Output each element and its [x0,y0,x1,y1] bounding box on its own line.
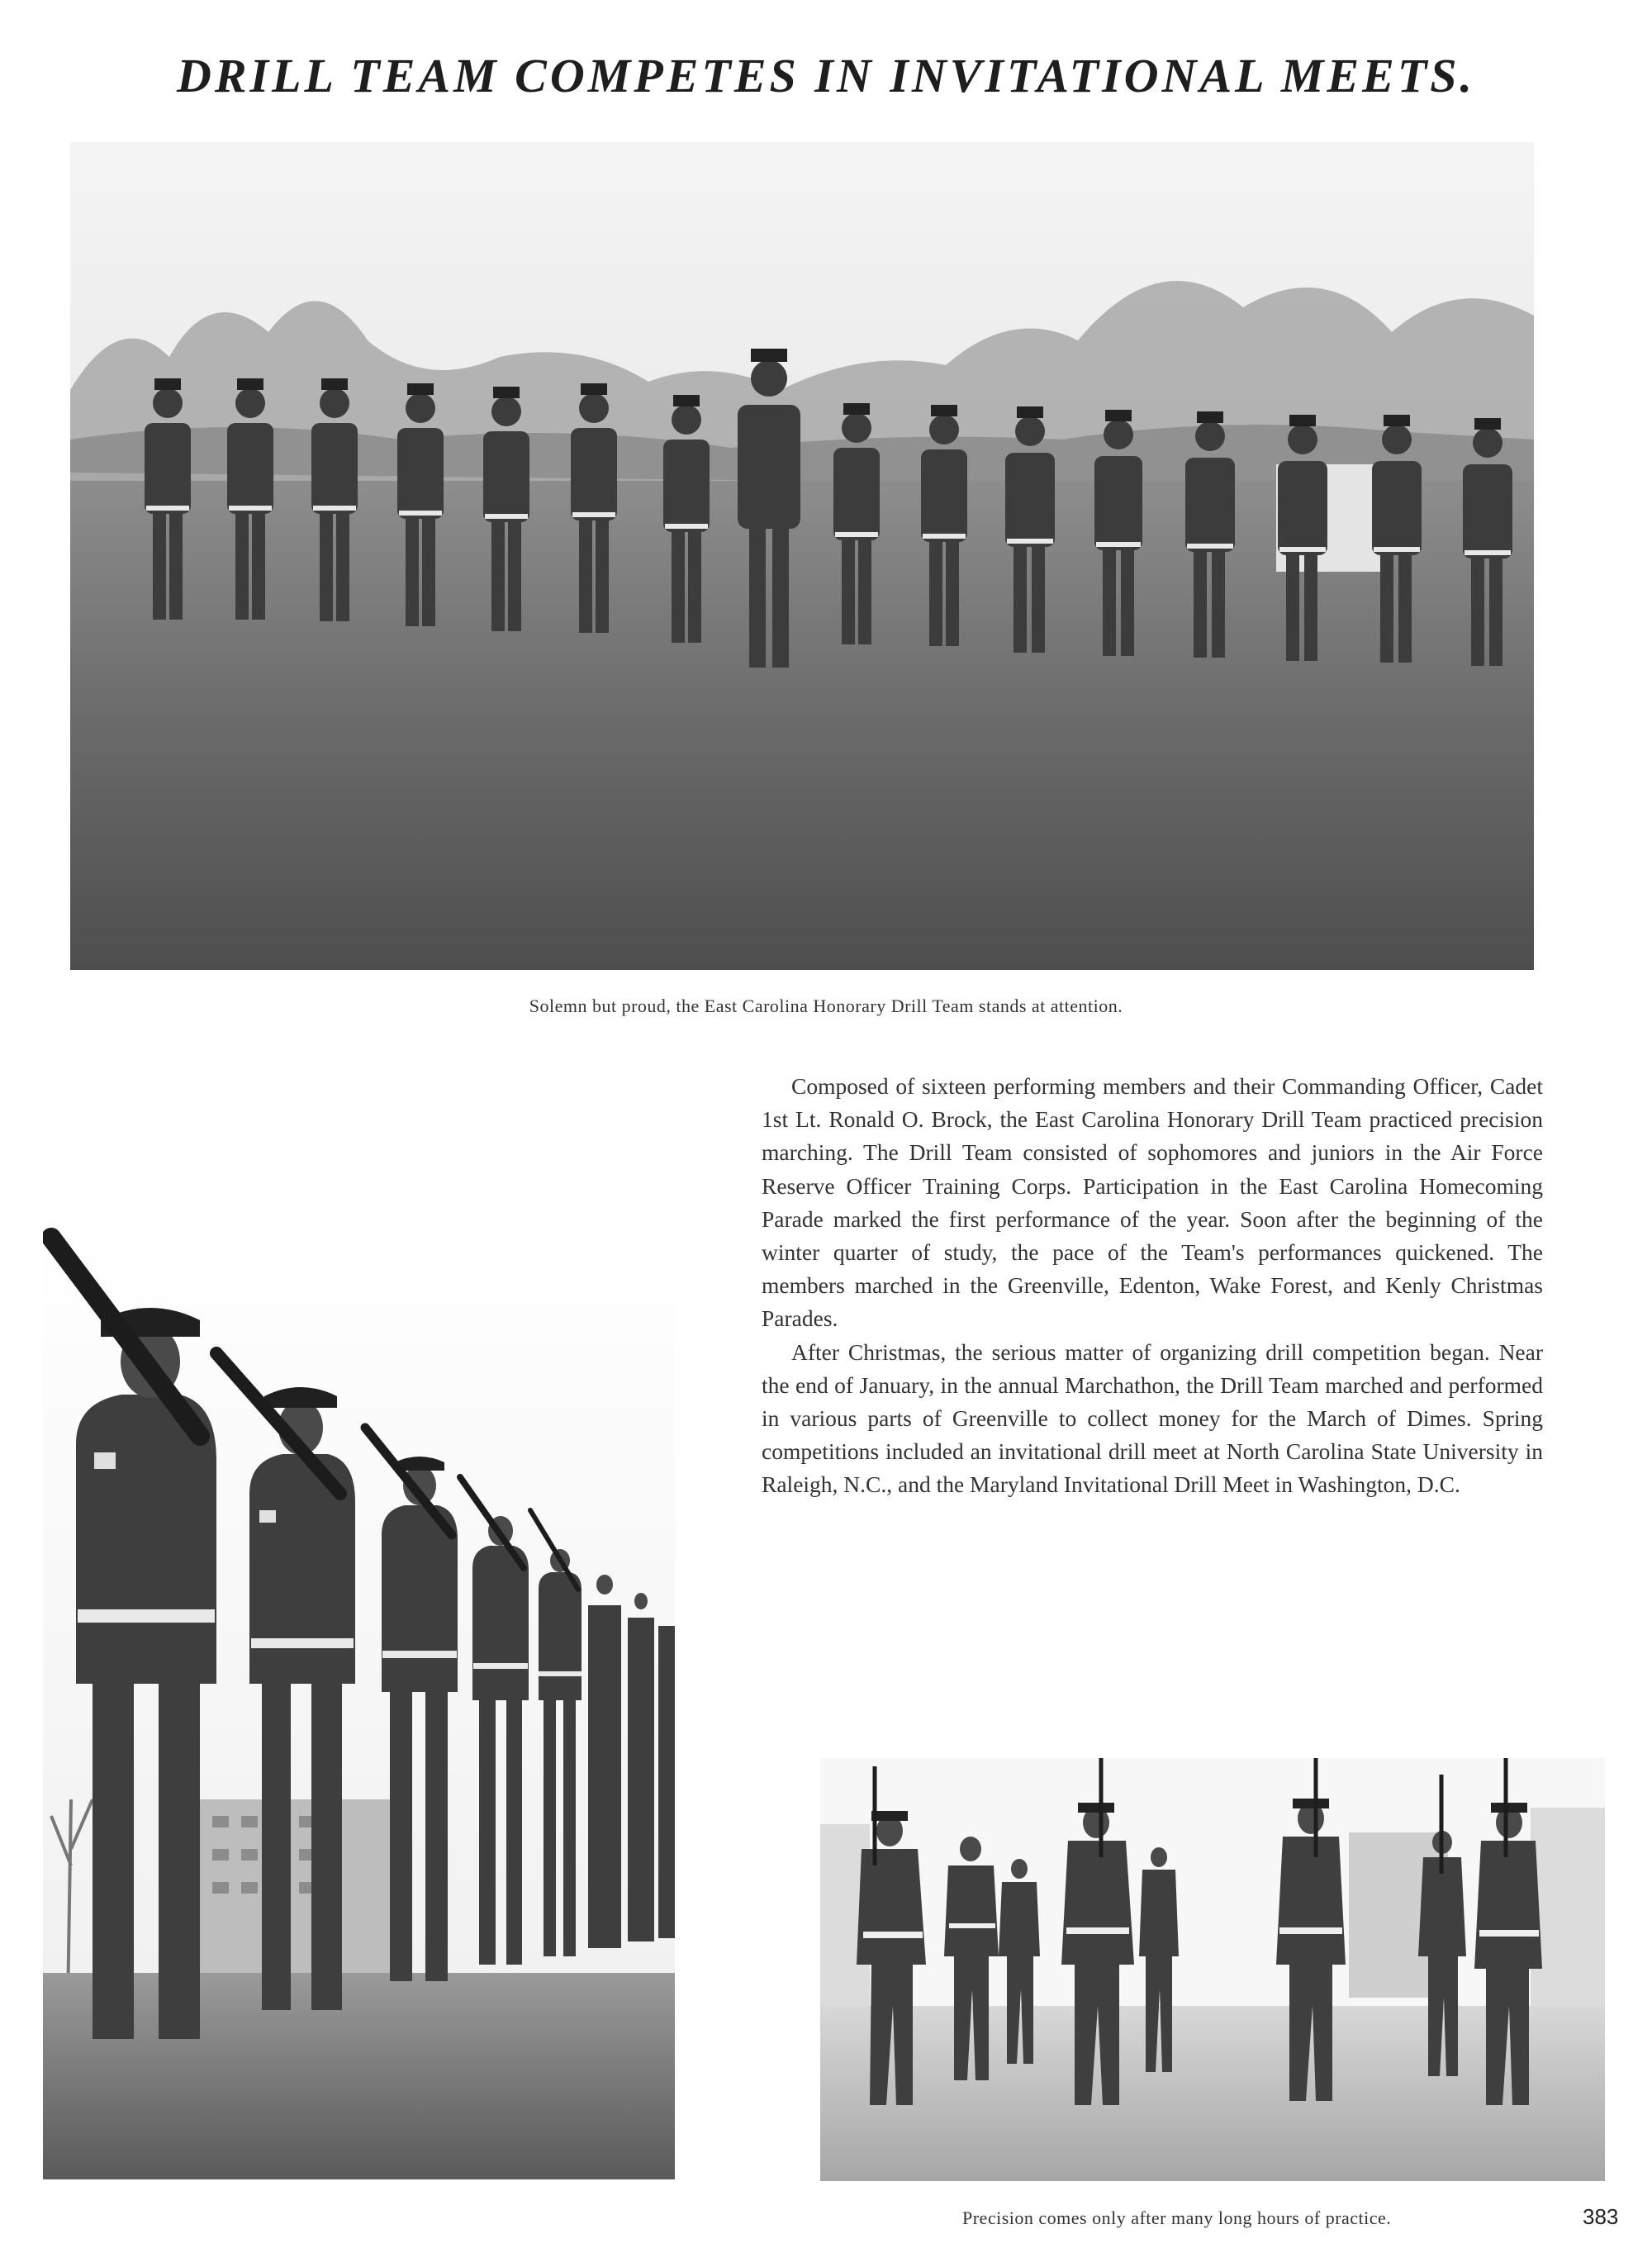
photo-drill-team-attention-image [70,142,1534,970]
page-number: 383 [1583,2204,1619,2229]
photo-cadets-line-image [43,1221,675,2179]
caption-bottom-photo: Precision comes only after many long hours of practice. [962,2208,1392,2228]
article-body [762,1070,1543,1502]
page-headline: DRILL TEAM COMPETES IN INVITATIONAL MEETS. [176,49,1476,102]
photo-cadets-marching-image [820,1758,1605,2181]
photo-cadets-marching [820,1758,1605,2181]
article-paragraph: After Christmas, the serious matter of organizing drill competition began. Near the end of January, in the annual Marchathon, the Drill Team marched and performed in various parts of Greenville to collect money for the March of Dimes. Spring competitions included an invitational drill meet at North Carolina State University in Raleigh, N.C., and the Maryland Invitational Drill Meet in Washington, D.C. [762,1338,1543,1498]
photo-drill-team-attention [70,142,1534,970]
caption-top-photo: Solemn but proud, the East Carolina Honorary Drill Team stands at attention. [529,996,1123,1016]
photo-cadets-line-perspective [43,1221,675,2179]
article-paragraph: Composed of sixteen performing members and their Commanding Officer, Cadet 1st Lt. Ronald O. Brock, the East Carolina Honorary Drill Team practiced precision marching. The Drill Team consisted of sophomores and juniors in the Air Force Reserve Officer Training Corps. Participation in the East Carolina Homecoming Parade marked the first performance of the year. Soon after the beginning of the winter quarter of study, the pace of the Team's performances quickened. The members marched in the Greenville, Edenton, Wake Forest, and Kenly Christmas Parades. [762,1073,1543,1332]
